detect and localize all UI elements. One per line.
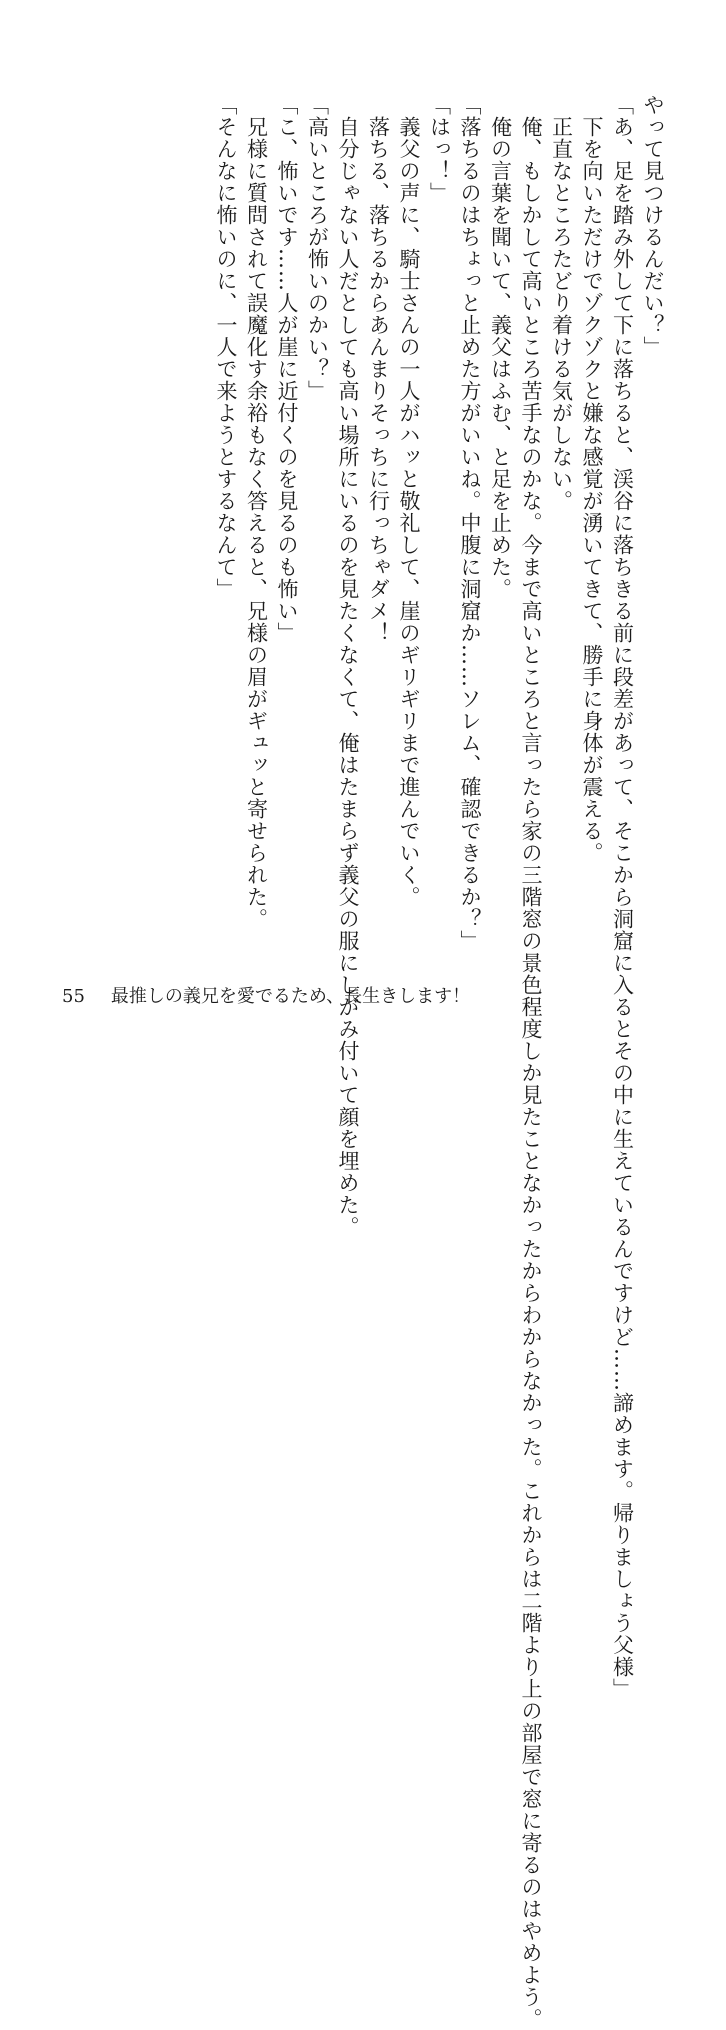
text-line: 「あ、足を踏み外して下に落ちると、渓谷に落ちきる前に段差があって、そこから洞窟に入るとその中に生えているんですけど……諦めます。帰りましょう父様」 [610,94,635,1700]
text-line: 落ちる、落ちるからあんまりそっちに行っちゃダメ！ [366,94,391,644]
text-line: 自分じゃない人だとしても高い場所にいるのを見たくなくて、俺はたまらず義父の服にしがみ付いて顔を埋めた。 [336,94,360,1238]
text-line: 兄様に質問されて誤魔化す余裕もなく答えると、兄様の眉がギュッと寄せられた。 [244,94,269,930]
text-line: 「そんなに怖いのに、一人で来ようとするなんて」 [214,94,238,600]
page-number: 55 [62,986,85,1007]
text-line: 俺の言葉を聞いて、義父はふむ、と足を止めた。 [488,94,513,600]
text-line: 義父の声に、騎士さんの一人がハッと敬礼して、崖のギリギリまで進んでいく。 [397,94,421,908]
text-line: やって見つけるんだい？」 [641,94,665,358]
text-line: 「落ちるのはちょっと止めた方がいいね。中腹に洞窟か……ソレム、確認できるか？」 [458,94,482,952]
text-line: 「こ、怖いです……人が崖に近付くのを見るのも怖い」 [275,94,299,644]
page-footer [62,982,470,1008]
text-line: 下を向いただけでゾクゾクと嫌な感覚が湧いてきて、勝手に身体が震える。 [580,94,604,864]
text-line: 俺、もしかして高いところ苦手なのかな。今まで高いところと言ったら家の三階窓の景色程度しか見たことなかったからわからなかった。これからは二階より上の部屋で窓に寄るのはやめよう。 [519,94,543,2030]
text-line: 正直なところたどり着ける気がしない。 [549,94,574,512]
text-line: 「はっ！」 [427,94,452,204]
text-line: 「高いところが怖いのかい？」 [305,94,330,402]
book-title: 最推しの義兄を愛でるため、長生きします！ [110,986,471,1007]
